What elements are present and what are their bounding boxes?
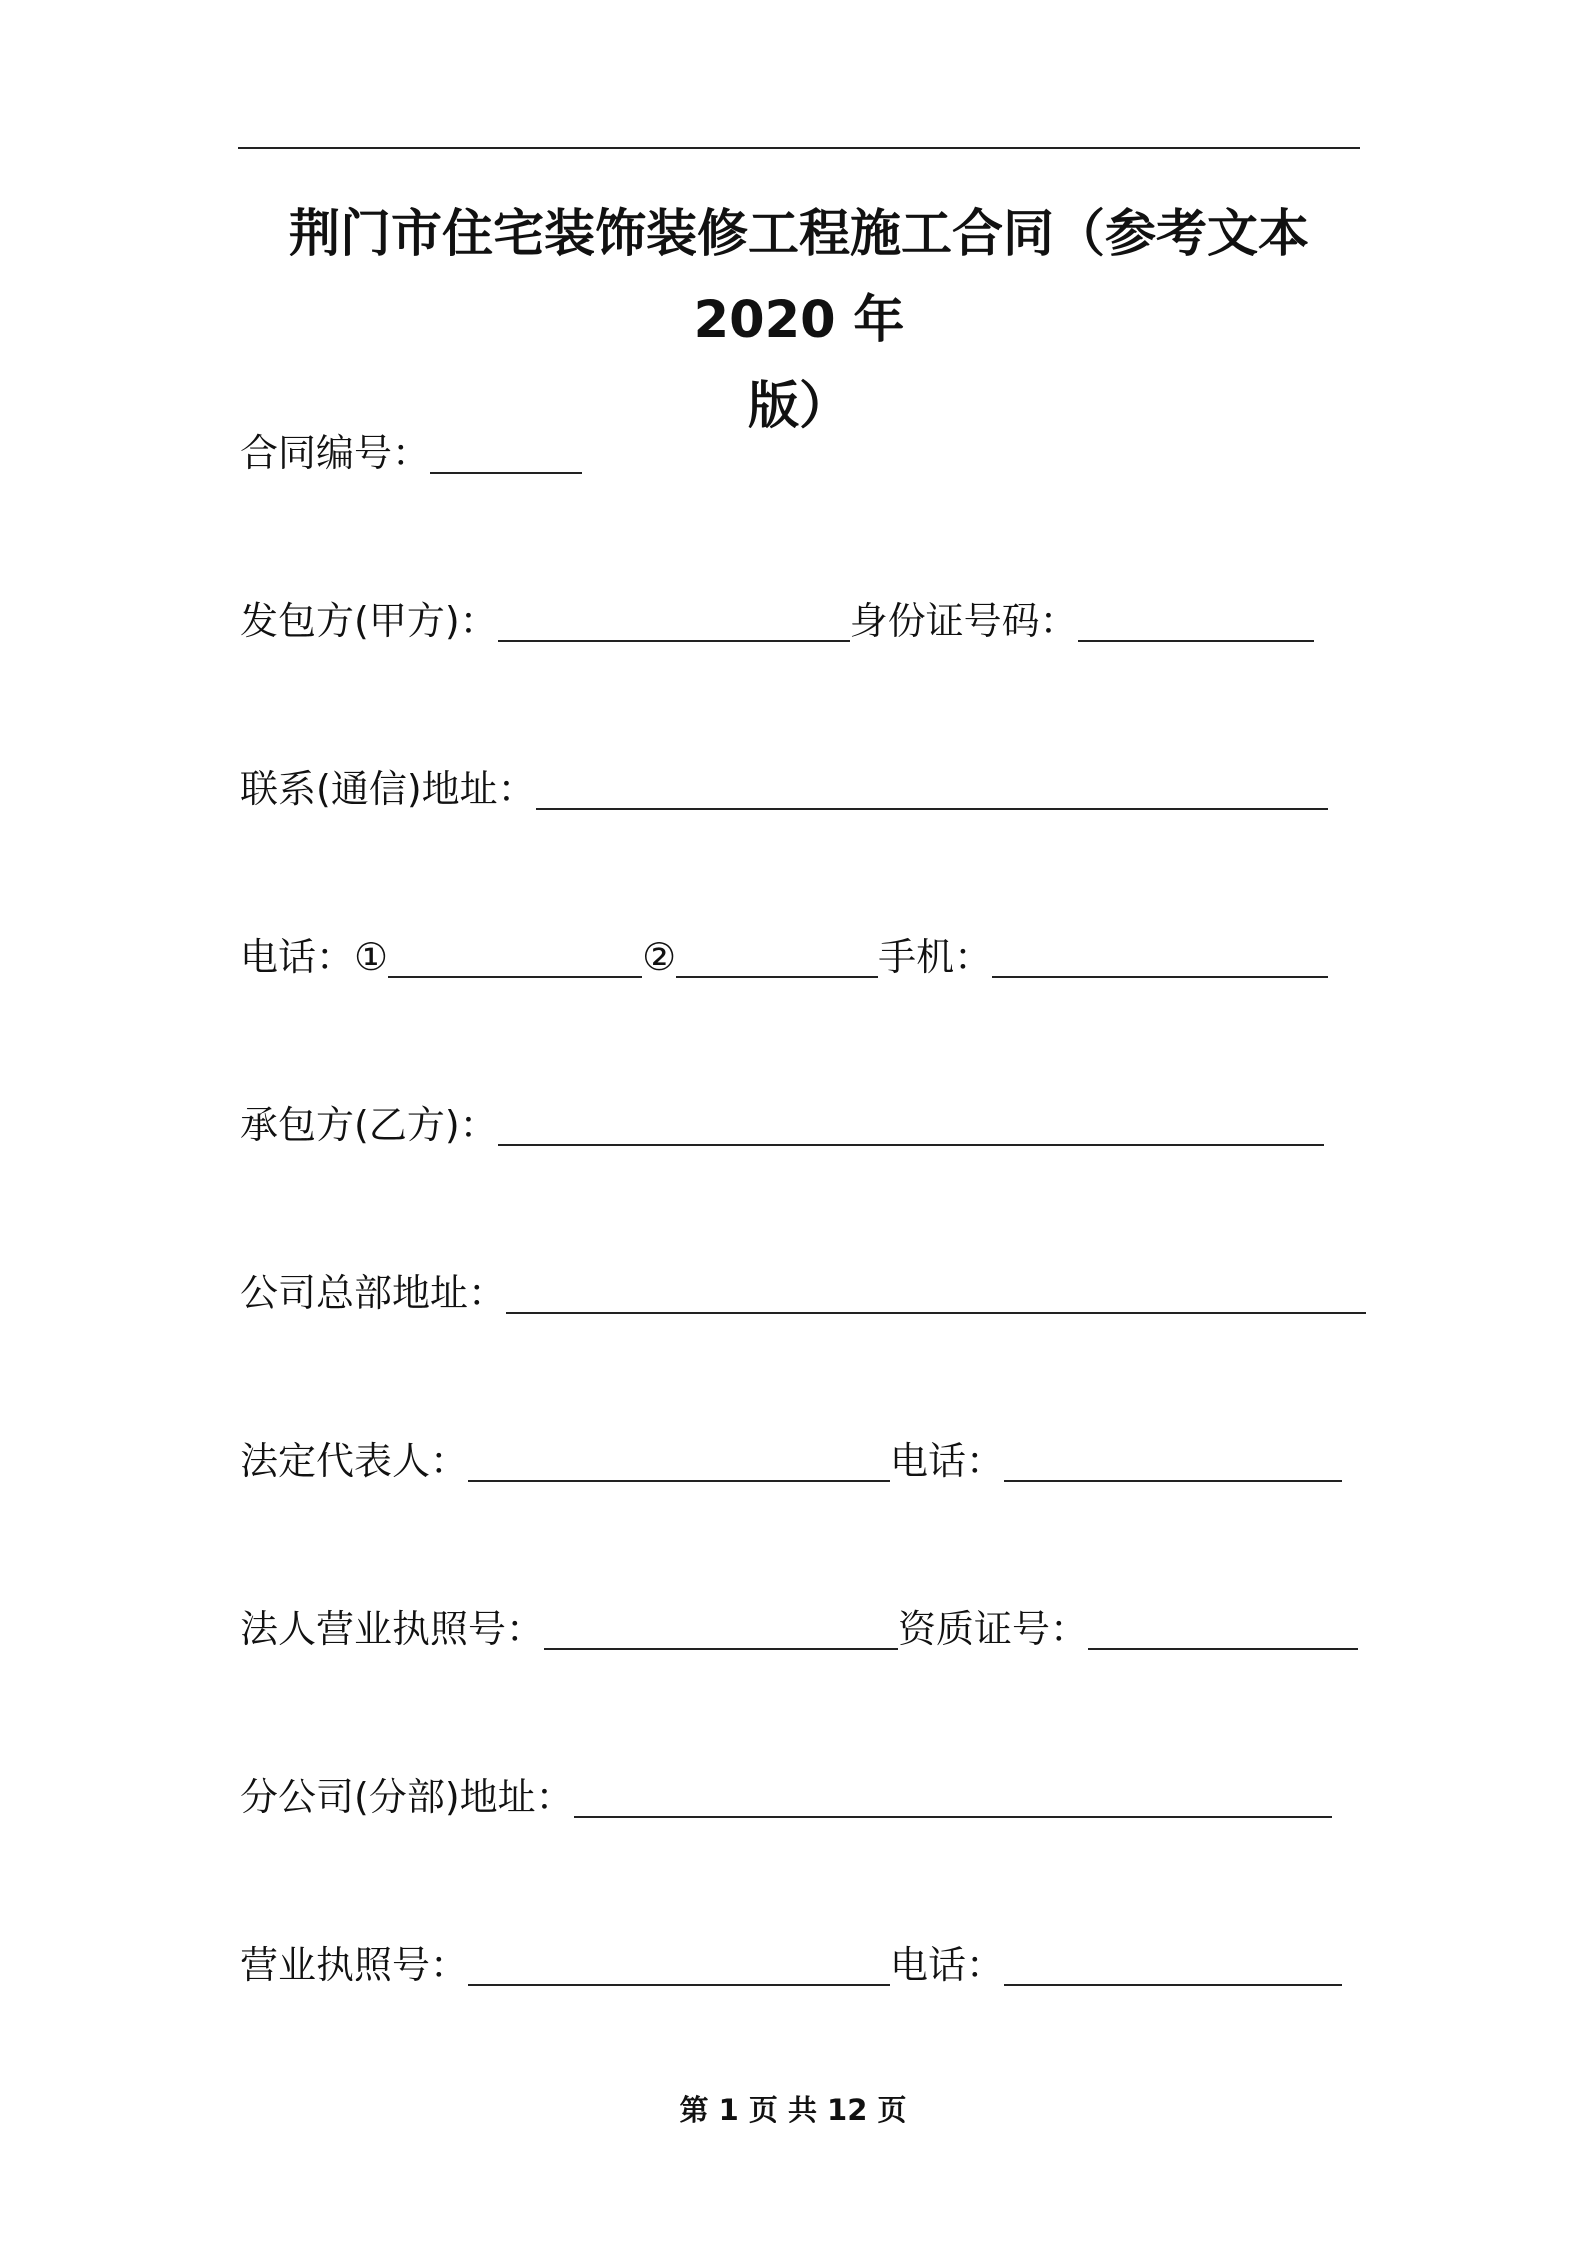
phone-row xyxy=(240,922,1328,982)
contract-number-row xyxy=(240,418,582,478)
title-line-1: 荆门市住宅装饰装修工程施工合同（参考文本 2020 年 xyxy=(288,205,1309,350)
party-a-blank[interactable] xyxy=(498,600,850,642)
legal-rep-phone-blank[interactable] xyxy=(1004,1440,1342,1482)
legal-rep-blank[interactable] xyxy=(468,1440,890,1482)
legal-rep-label: 法定代表人： xyxy=(240,1439,469,1483)
contact-address-label: 联系(通信)地址： xyxy=(240,767,536,811)
party-a-row xyxy=(240,586,1314,646)
phone-1-blank[interactable] xyxy=(388,936,642,978)
hq-address-row xyxy=(240,1258,1366,1318)
contract-number-blank[interactable] xyxy=(430,432,582,474)
title-line-2: 版） xyxy=(747,377,850,436)
party-a-label: 发包方(甲方)： xyxy=(240,599,498,643)
document-title xyxy=(238,192,1360,450)
hq-address-blank[interactable] xyxy=(506,1272,1366,1314)
contract-number-label: 合同编号： xyxy=(240,431,431,475)
qualification-blank[interactable] xyxy=(1088,1608,1358,1650)
legal-rep-phone-label: 电话： xyxy=(890,1439,1005,1483)
id-number-blank[interactable] xyxy=(1078,600,1314,642)
party-b-label: 承包方(乙方)： xyxy=(240,1103,498,1147)
phone-2-marker: ② xyxy=(642,935,677,979)
branch-address-blank[interactable] xyxy=(574,1776,1332,1818)
branch-license-blank[interactable] xyxy=(468,1944,890,1986)
mobile-blank[interactable] xyxy=(992,936,1328,978)
business-license-label: 法人营业执照号： xyxy=(240,1607,545,1651)
contact-address-blank[interactable] xyxy=(536,768,1328,810)
party-b-row xyxy=(240,1090,1324,1150)
phone-1-marker: ① xyxy=(354,935,389,979)
legal-rep-row xyxy=(240,1426,1342,1486)
page-footer: 第 1 页 共 12 页 xyxy=(679,2093,907,2127)
branch-phone-blank[interactable] xyxy=(1004,1944,1342,1986)
party-b-blank[interactable] xyxy=(498,1104,1324,1146)
phone-label: 电话： xyxy=(240,935,355,979)
phone-2-blank[interactable] xyxy=(676,936,878,978)
qualification-label: 资质证号： xyxy=(898,1607,1089,1651)
id-number-label: 身份证号码： xyxy=(849,599,1078,643)
contact-address-row xyxy=(240,754,1328,814)
mobile-label: 手机： xyxy=(878,935,993,979)
branch-phone-label: 电话： xyxy=(890,1943,1005,1987)
business-license-blank[interactable] xyxy=(544,1608,898,1650)
hq-address-label: 公司总部地址： xyxy=(240,1271,507,1315)
branch-license-label: 营业执照号： xyxy=(240,1943,469,1987)
branch-address-label: 分公司(分部)地址： xyxy=(240,1775,574,1819)
branch-license-row xyxy=(240,1930,1342,1990)
header-rule xyxy=(238,147,1360,149)
branch-address-row xyxy=(240,1762,1332,1822)
license-row xyxy=(240,1594,1358,1654)
